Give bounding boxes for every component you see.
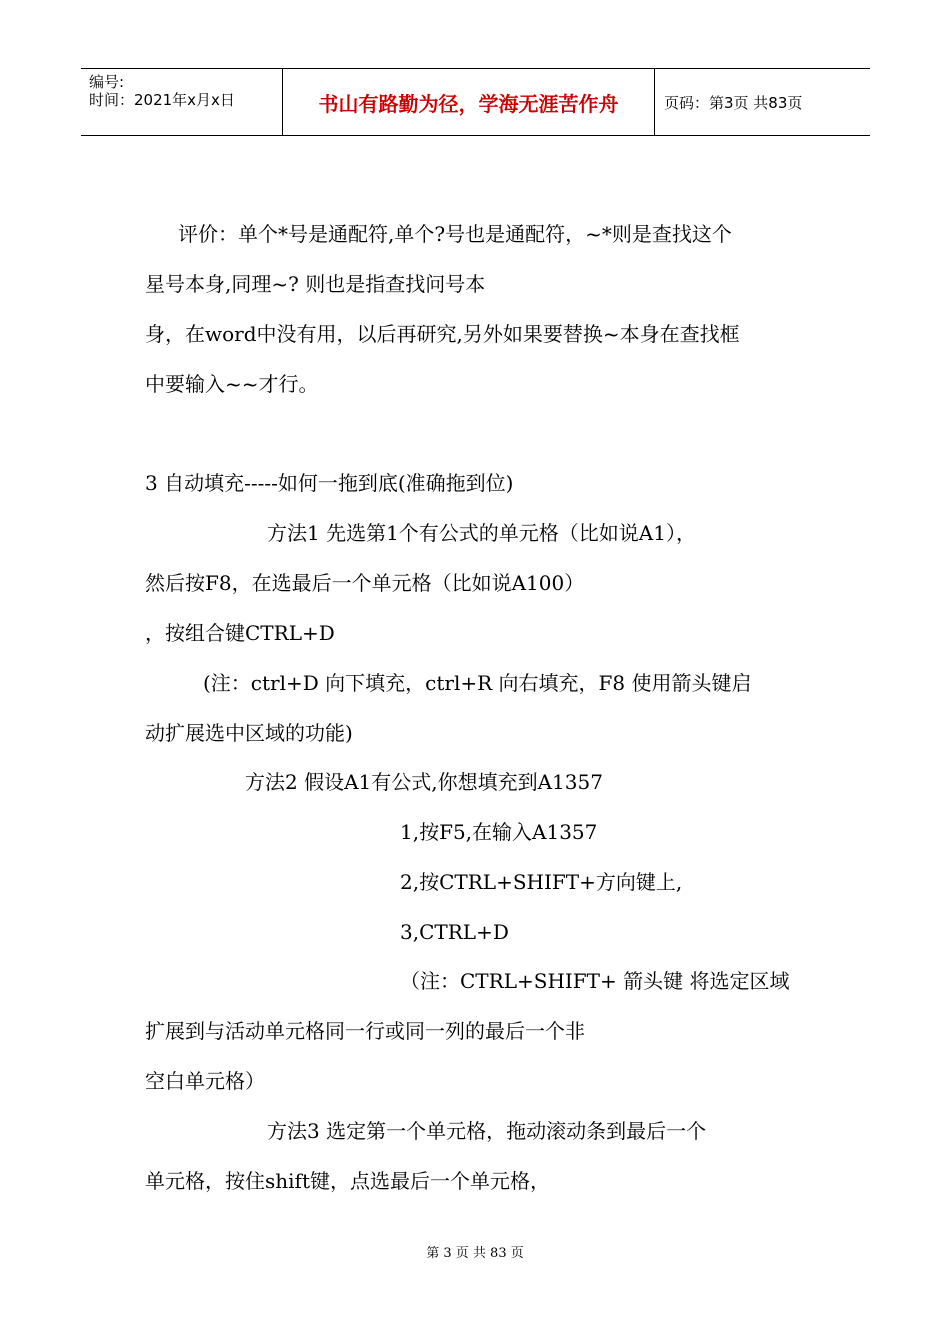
- paragraph-line: 方法3 选定第一个单元格，拖动滚动条到最后一个: [267, 1119, 707, 1143]
- paragraph-line: 评价：单个*号是通配符,单个?号也是通配符，~*则是查找这个: [178, 222, 732, 246]
- paragraph-line: 单元格，按住shift键，点选最后一个单元格，: [145, 1169, 550, 1193]
- paragraph-line: （注：CTRL+SHIFT+ 箭头键 将选定区域: [400, 969, 790, 993]
- header-motto-cell: [282, 69, 655, 135]
- header-page-cell: [655, 69, 870, 135]
- header-page-code: 页码：第3页 共83页: [664, 94, 803, 112]
- paragraph-line: 1,按F5,在输入A1357: [400, 820, 598, 844]
- paragraph-line: 3,CTRL+D: [400, 920, 509, 944]
- paragraph-line: (注：ctrl+D 向下填充，ctrl+R 向右填充，F8 使用箭头键启: [203, 671, 752, 695]
- paragraph-line: 动扩展选中区域的功能): [145, 721, 353, 745]
- header-info-cell: [81, 69, 282, 135]
- document-number-label: 编号:: [89, 73, 125, 91]
- paragraph-line: 空白单元格）: [145, 1069, 265, 1093]
- paragraph-line: 星号本身,同理~? 则也是指查找问号本: [145, 272, 486, 296]
- paragraph-line: 身，在word中没有用，以后再研究,另外如果要替换~本身在查找框: [145, 322, 740, 346]
- paragraph-line: 扩展到与活动单元格同一行或同一列的最后一个非: [145, 1019, 585, 1043]
- page-footer: 第 3 页 共 83 页: [426, 1246, 524, 1261]
- header-motto: 书山有路勤为径，学海无涯苦作舟: [318, 92, 619, 116]
- paragraph-line: 2,按CTRL+SHIFT+方向键上,: [400, 870, 683, 894]
- paragraph-line: 方法2 假设A1有公式,你想填充到A1357: [245, 770, 603, 794]
- paragraph-line: ，按组合键CTRL+D: [145, 621, 335, 645]
- document-time-label: 时间：2021年x月x日: [89, 91, 235, 109]
- section-heading: 3 自动填充-----如何一拖到底(准确拖到位): [145, 471, 514, 495]
- paragraph-line: 然后按F8，在选最后一个单元格（比如说A100）: [145, 571, 585, 595]
- document-header: [81, 68, 870, 136]
- paragraph-line: 中要输入~~才行。: [145, 372, 319, 396]
- paragraph-line: 方法1 先选第1个有公式的单元格（比如说A1），: [267, 521, 696, 545]
